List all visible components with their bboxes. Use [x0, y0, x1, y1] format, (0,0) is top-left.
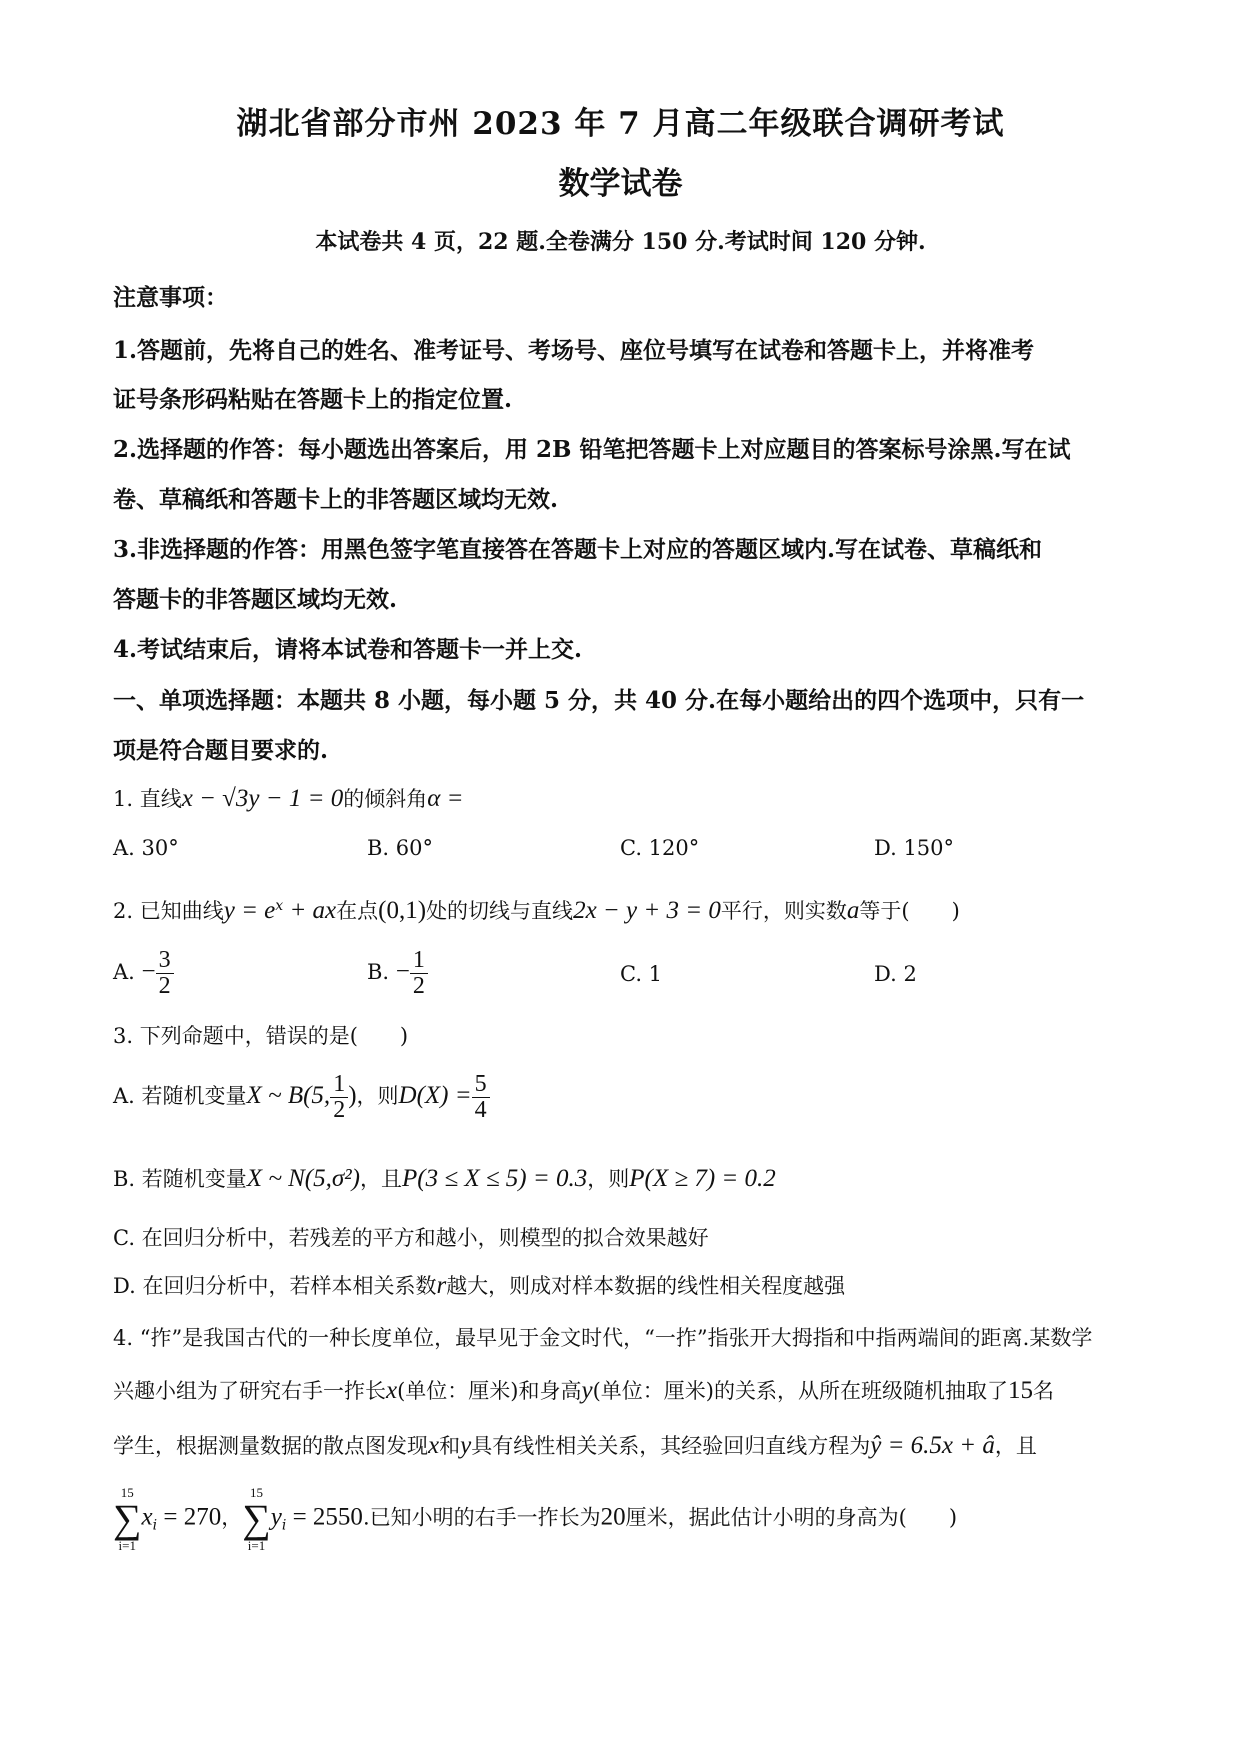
q4-l3-text-2: 和 [439, 1434, 461, 1458]
q3-d-text-2: 越大，则成对样本数据的线性相关程度越强 [446, 1274, 846, 1298]
notice-line-5: 3.非选择题的作答：用黑色签字笔直接答在答题卡上对应的答题区域内.写在试卷、草稿纸和 [113, 536, 1043, 563]
q4-l2-count: 15 [1008, 1377, 1033, 1404]
q2-option-a-label: A. [113, 960, 135, 985]
q4-l4-text-1: .已知小明的右手一拃长为 [362, 1505, 601, 1530]
notice-line-4: 卷、草稿纸和答题卡上的非答题区域均无效. [113, 486, 559, 513]
q4-sum-y-sub: i [281, 1517, 287, 1534]
q4-sum-y-var: y [270, 1503, 282, 1531]
q4-sum-y-bottom: i=1 [247, 1538, 266, 1553]
q1-option-b: B. 60° [367, 836, 434, 860]
q2-option-b [367, 948, 428, 999]
notice-line-3: 2.选择题的作答：每小题选出答案后，用 2B 铅笔把答题卡上对应题目的答案标号涂黑.写在试 [113, 436, 1071, 463]
notice-line-1: 1.答题前，先将自己的姓名、准考证号、考场号、座位号填写在试卷和答题卡上，并将准考 [113, 337, 1035, 364]
q4-l3-text-3: 具有线性相关关系，其经验回归直线方程为 [471, 1434, 871, 1458]
q1-mid: 的倾斜角 [343, 787, 428, 811]
question-4-line-3 [113, 1430, 1037, 1460]
q2-option-a-num: 3 [156, 948, 174, 974]
q3-a-fraction [330, 1072, 348, 1123]
question-4-line-4 [113, 1486, 957, 1552]
notice-line-6: 答题卡的非答题区域均无效. [113, 586, 398, 613]
q4-l2-x: x [386, 1377, 398, 1404]
question-4-line-1: 4. “拃”是我国古代的一种长度单位，最早见于金文时代，“一拃”指张开大拇指和中指两端间的距离.某数学 [113, 1326, 1093, 1350]
q2-option-a [113, 948, 174, 999]
q2-option-c: C. 1 [620, 962, 663, 986]
q3-d-r: r [436, 1272, 447, 1299]
notice-heading: 注意事项： [113, 284, 228, 311]
exam-title: 湖北省部分市州 2023 年 7 月高二年级联合调研考试 [236, 106, 1005, 142]
q3-b-expr-3: P(X ≥ 7) = 0.2 [629, 1165, 776, 1192]
q4-l3-text-1: 学生，根据测量数据的散点图发现 [113, 1434, 428, 1458]
q3-b-text-3: ，则 [587, 1167, 630, 1191]
q4-l2-text-1: 兴趣小组为了研究右手一拃长 [113, 1379, 386, 1403]
q4-l4-text-2: 厘米，据此估计小明的身高为( ) [625, 1505, 958, 1530]
q2-option-b-fraction [410, 948, 428, 999]
q3-a-expr-1: X ~ B(5, [246, 1082, 331, 1110]
q3-a-den: 2 [333, 1097, 346, 1124]
section1-line2: 项是符合题目要求的. [113, 737, 329, 764]
q4-regression-equation: ŷ = 6.5x + â [870, 1432, 995, 1459]
q3-b-expr-2: P(3 ≤ X ≤ 5) = 0.3 [402, 1165, 588, 1192]
q1-option-d: D. 150° [874, 836, 955, 860]
q2-text-2: 在点 [336, 899, 379, 923]
q4-separator: ， [221, 1505, 243, 1530]
q2-option-a-sign: − [141, 958, 156, 986]
q2-text-1: 2. 已知曲线 [113, 899, 224, 923]
q3-option-d [113, 1270, 845, 1300]
q4-l2-text-3: (单位：厘米)的关系，从所在班级随机抽取了 [592, 1379, 1008, 1403]
q2-curve: y = e [223, 897, 276, 924]
q2-option-b-label: B. [367, 960, 390, 985]
question-1-stem [113, 783, 464, 813]
q4-sum-x-sub: i [152, 1517, 158, 1534]
q4-l4-length: 20 [600, 1503, 626, 1531]
q3-a-num: 1 [330, 1072, 348, 1098]
question-4-line-2 [113, 1375, 1054, 1405]
section1-line1: 一、单项选择题：本题共 8 小题，每小题 5 分，共 40 分.在每小题给出的四个选项中，只有一 [113, 687, 1085, 714]
q1-option-a: A. 30° [113, 836, 179, 860]
q4-l3-x: x [428, 1432, 440, 1459]
q4-sum-y-value: = 2550 [286, 1503, 363, 1531]
q2-option-a-fraction [156, 948, 174, 999]
q4-sum-x-bottom: i=1 [118, 1538, 136, 1553]
q2-curve-exp: x [275, 898, 284, 914]
q3-option-b [113, 1163, 776, 1193]
q4-l2-y: y [581, 1377, 593, 1404]
q3-d-text-1: D. 在回归分析中，若样本相关系数 [113, 1274, 437, 1298]
q3-b-text-1: B. 若随机变量 [113, 1167, 247, 1191]
q3-a-text-1: A. 若随机变量 [113, 1084, 247, 1109]
q4-l2-text-4: 名 [1033, 1379, 1054, 1403]
q3-b-expr-1: X ~ N(5,σ²) [246, 1165, 360, 1192]
q2-option-b-num: 1 [410, 948, 428, 974]
q3-a-fraction-2 [472, 1072, 490, 1123]
q2-option-a-den: 2 [158, 973, 171, 1000]
q2-text-3: 处的切线与直线 [426, 899, 574, 923]
q3-a-paren: ) [348, 1082, 357, 1110]
q2-a: a [846, 897, 860, 924]
q2-option-b-den: 2 [412, 973, 425, 1000]
question-3-stem: 3. 下列命题中，错误的是( ) [113, 1024, 409, 1048]
q2-option-b-sign: − [395, 958, 410, 986]
q1-alpha: α = [427, 785, 464, 812]
q1-option-c: C. 120° [620, 836, 700, 860]
q3-a-num-2: 5 [472, 1072, 490, 1098]
q2-option-d: D. 2 [874, 962, 917, 986]
q4-sum-x-top: 15 [120, 1485, 134, 1500]
q3-b-text-2: ，且 [360, 1167, 402, 1191]
q4-sum-x-var: x [141, 1503, 153, 1531]
q1-prefix: 1. 直线 [113, 787, 182, 811]
q4-l2-text-2: (单位：厘米)和身高 [397, 1379, 582, 1403]
q3-a-text-2: ，则 [356, 1084, 399, 1109]
q4-sum-x-value: = 270 [157, 1503, 222, 1531]
q3-option-a [113, 1072, 490, 1123]
question-2-stem [113, 895, 960, 925]
q4-sum-x-sigma: ∑ [113, 1496, 142, 1541]
q3-a-expr-2: D(X) = [398, 1082, 472, 1110]
q2-point: (0,1) [378, 897, 427, 924]
q4-l3-y: y [460, 1432, 472, 1459]
q2-line: 2x − y + 3 = 0 [573, 897, 721, 924]
q4-sum-y-top: 15 [249, 1485, 263, 1500]
q2-curve-rest: + ax [283, 897, 337, 924]
q1-equation: x − √3y − 1 = 0 [181, 785, 344, 812]
q3-option-c: C. 在回归分析中，若残差的平方和越小，则模型的拟合效果越好 [113, 1226, 709, 1250]
q2-text-4: 平行，则实数 [720, 899, 847, 923]
q4-sum-x-symbol [113, 1486, 142, 1552]
q3-a-den-2: 4 [474, 1097, 487, 1124]
q4-l3-text-4: ，且 [994, 1434, 1037, 1458]
notice-line-7: 4.考试结束后，请将本试卷和答题卡一并上交. [113, 636, 583, 663]
q4-sum-y-sigma: ∑ [242, 1496, 271, 1541]
notice-line-2: 证号条形码粘贴在答题卡上的指定位置. [113, 386, 513, 413]
exam-info: 本试卷共 4 页，22 题.全卷满分 150 分.考试时间 120 分钟. [315, 229, 926, 255]
q2-text-5: 等于( ) [859, 899, 960, 923]
q4-sum-y-symbol [242, 1486, 271, 1552]
exam-subtitle: 数学试卷 [558, 166, 683, 202]
